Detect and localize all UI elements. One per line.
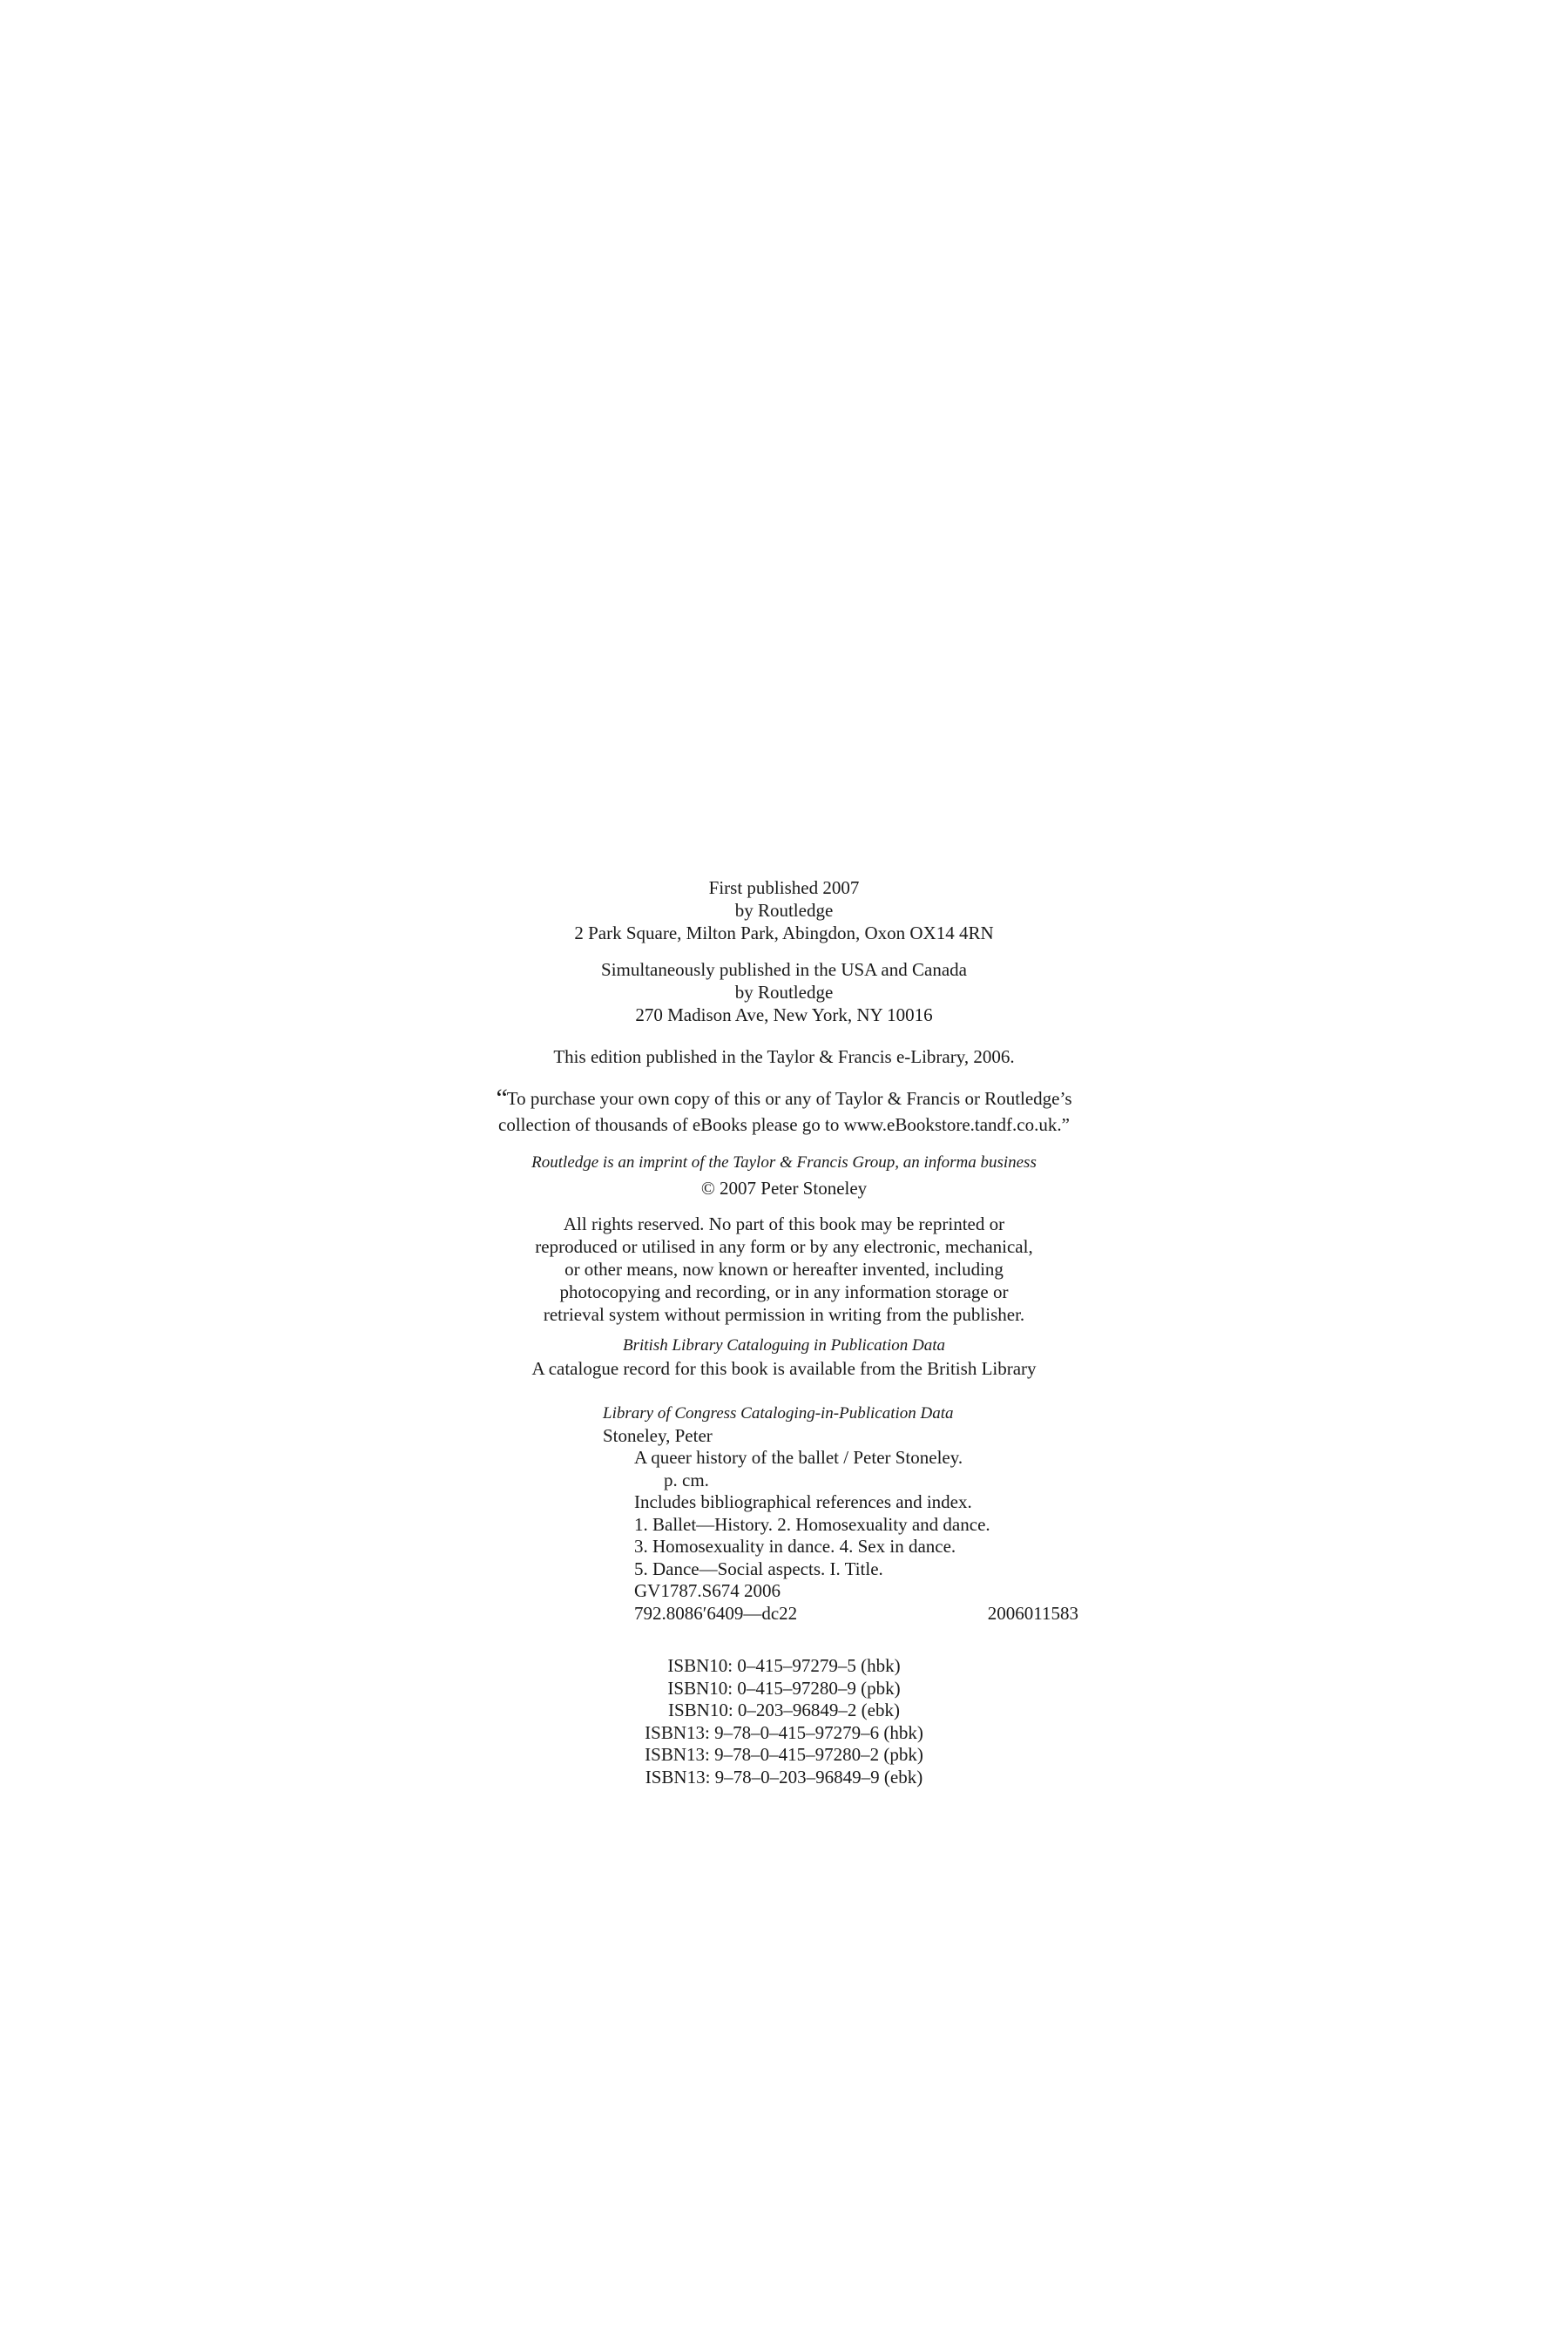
rights-line: All rights reserved. No part of this book may be reprinted or — [563, 1213, 1005, 1234]
loc-subjects-2: 3. Homosexuality in dance. 4. Sex in dance. — [634, 1536, 956, 1557]
loc-lccn: 2006011583 — [987, 1602, 1078, 1624]
isbn-line: ISBN13: 9–78–0–415–97279–6 (hbk) — [645, 1721, 923, 1743]
isbn-line: ISBN10: 0–415–97280–9 (pbk) — [667, 1677, 901, 1699]
loc-pcm: p. cm. — [664, 1469, 709, 1490]
edition-note — [0, 1045, 1568, 1068]
isbn-line: ISBN13: 9–78–0–203–96849–9 (ebk) — [645, 1766, 923, 1788]
purchase-line-1 — [0, 1084, 1568, 1112]
copyright-line: © 2007 Peter Stoneley — [700, 1178, 868, 1199]
isbn-line: ISBN13: 9–78–0–415–97280–2 (pbk) — [645, 1744, 923, 1765]
loc-dewey: 792.8086′6409—dc22 — [634, 1602, 798, 1624]
loc-classification-row — [603, 1603, 1078, 1625]
isbn-block — [0, 1655, 1568, 1788]
open-quote: “ — [496, 1084, 507, 1112]
isbn-line: ISBN10: 0–415–97279–5 (hbk) — [667, 1655, 901, 1676]
us-publisher-line: by Routledge — [734, 982, 834, 1003]
british-library-heading: British Library Cataloguing in Publication Data — [623, 1336, 945, 1355]
edition-note-line: This edition published in the Taylor & Francis e-Library, 2006. — [553, 1046, 1015, 1067]
us-imprint-block — [0, 958, 1568, 1026]
loc-title: A queer history of the ballet / Peter Stoneley. — [634, 1447, 963, 1468]
purchase-line-2: collection of thousands of eBooks please go to www.eBookstore.tandf.co.uk.” — [498, 1114, 1070, 1135]
rights-line: reproduced or utilised in any form or by any electronic, mechanical, — [535, 1236, 1033, 1257]
us-address-line: 270 Madison Ave, New York, NY 10016 — [635, 1004, 933, 1025]
publisher-note-block — [0, 1152, 1568, 1200]
british-library-block — [0, 1335, 1568, 1380]
rights-line: retrieval system without permission in writing from the publisher. — [543, 1304, 1025, 1325]
purchase-text-1: To purchase your own copy of this or any of Taylor & Francis or Routledge’s — [506, 1088, 1072, 1109]
loc-heading: Library of Congress Cataloging-in-Publication Data — [603, 1404, 954, 1423]
loc-subjects-1: 1. Ballet—History. 2. Homosexuality and dance. — [634, 1513, 990, 1535]
british-library-text: A catalogue record for this book is available from the British Library — [531, 1358, 1037, 1379]
simultaneous-line: Simultaneously published in the USA and Canada — [601, 959, 967, 980]
purchase-note — [0, 1084, 1568, 1136]
loc-subjects-3: 5. Dance—Social aspects. I. Title. — [634, 1558, 883, 1579]
rights-line: or other means, now known or hereafter invented, including — [564, 1259, 1004, 1280]
loc-includes: Includes bibliographical references and index. — [634, 1491, 972, 1512]
imprint-block — [0, 876, 1568, 944]
isbn-line: ISBN10: 0–203–96849–2 (ebk) — [668, 1700, 900, 1720]
loc-call-number: GV1787.S674 2006 — [634, 1580, 781, 1601]
rights-line: photocopying and recording, or in any information storage or — [559, 1281, 1009, 1302]
loc-cip-block — [603, 1402, 1091, 1625]
publisher-line: by Routledge — [734, 900, 834, 921]
loc-author: Stoneley, Peter — [603, 1424, 713, 1446]
first-published-line: First published 2007 — [708, 877, 860, 898]
uk-address-line: 2 Park Square, Milton Park, Abingdon, Oxon OX14 4RN — [574, 923, 994, 943]
rights-block — [0, 1213, 1568, 1326]
publisher-note: Routledge is an imprint of the Taylor & Francis Group, an informa business — [531, 1153, 1037, 1172]
